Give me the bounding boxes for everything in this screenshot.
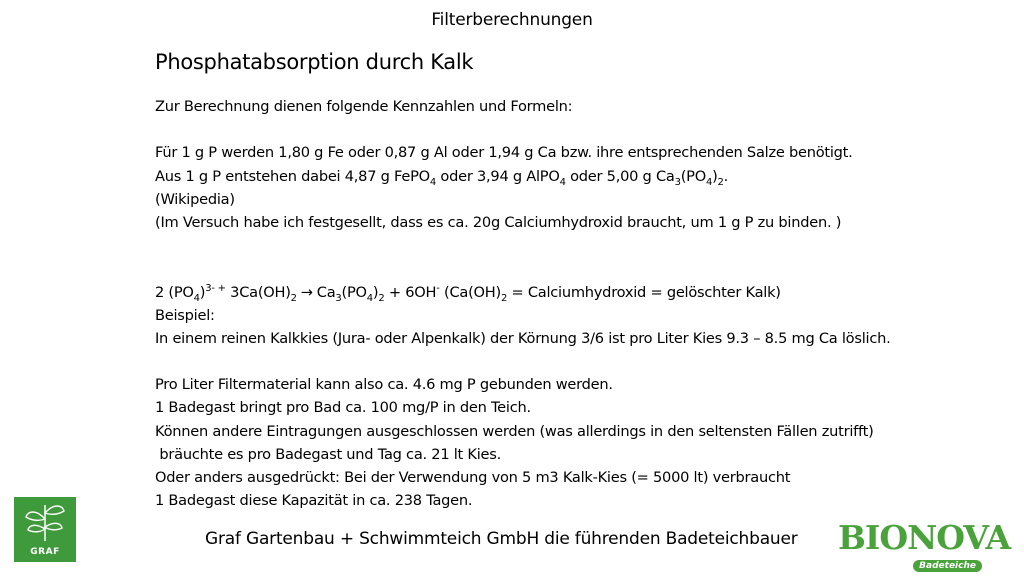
spacer — [155, 118, 1015, 141]
leaf-icon — [14, 497, 76, 547]
footer-company: Graf Gartenbau + Schwimmteich GmbH die führenden Badeteichbauer — [205, 529, 798, 549]
calc-line: 1 Badegast bringt pro Bad ca. 100 mg/P in den Teich. — [155, 399, 531, 417]
intro-line: Zur Berechnung dienen folgende Kennzahlen und Formeln: — [155, 98, 573, 115]
slide-header: Filterberechnungen — [431, 10, 593, 30]
example-label: Beispiel: — [155, 306, 215, 324]
bionova-logo — [838, 518, 1011, 574]
example-text: In einem reinen Kalkkies (Jura- oder Alpenkalk) der Körnung 3/6 ist pro Liter Kies 9.3 – 8.5 mg Ca löslich. — [155, 329, 891, 347]
slide-body — [155, 95, 1015, 512]
bionova-tagline: Badeteiche — [913, 560, 982, 572]
calc-line: Pro Liter Filtermaterial kann also ca. 4.6 mg P gebunden werden. — [155, 376, 613, 394]
spacer — [155, 234, 1015, 257]
spacer — [155, 257, 1015, 280]
fact-line-1: Für 1 g P werden 1,80 g Fe oder 0,87 g Al oder 1,94 g Ca bzw. ihre entsprechenden Salze benötigt. — [155, 144, 853, 162]
formula-line: 2 $(PO_4)^{3- +}$ $3Ca(OH)_2 \to Ca_3(PO_4)_2 + 6OH^-$ ($Ca(OH)_2$ = Calciumhydroxid = gelöschter Kalk) — [155, 282, 781, 304]
source-line: (Wikipedia) — [155, 190, 235, 208]
graf-logo-text: GRAF — [30, 547, 60, 557]
bionova-logo-text: BIONOVA — [838, 518, 1011, 557]
experiment-line: (Im Versuch habe ich festgesellt, dass es ca. 20g Calciumhydroxid braucht, um 1 g P zu binden. ) — [155, 213, 842, 231]
graf-logo — [14, 497, 76, 562]
spacer — [155, 350, 1015, 373]
reaction-arrow-icon: → — [300, 283, 313, 301]
calc-line: bräuchte es pro Badegast und Tag ca. 21 lt Kies. — [155, 445, 502, 463]
fact-line-2: Aus 1 g P entstehen dabei 4,87 g FePO$_4$ oder 3,94 g AlPO$_4$ oder 5,00 g $Ca_3(PO_4)_2$. — [155, 167, 729, 188]
calc-line: Oder anders ausgedrückt: Bei der Verwendung von 5 m3 Kalk-Kies (= 5000 lt) verbraucht — [155, 469, 791, 486]
calc-line: 1 Badegast diese Kapazität in ca. 238 Tagen. — [155, 492, 473, 510]
page-title: Phosphatabsorption durch Kalk — [155, 50, 474, 74]
calc-line: Können andere Eintragungen ausgeschlossen werden (was allerdings in den seltensten Fällen zutrifft) — [155, 422, 874, 440]
